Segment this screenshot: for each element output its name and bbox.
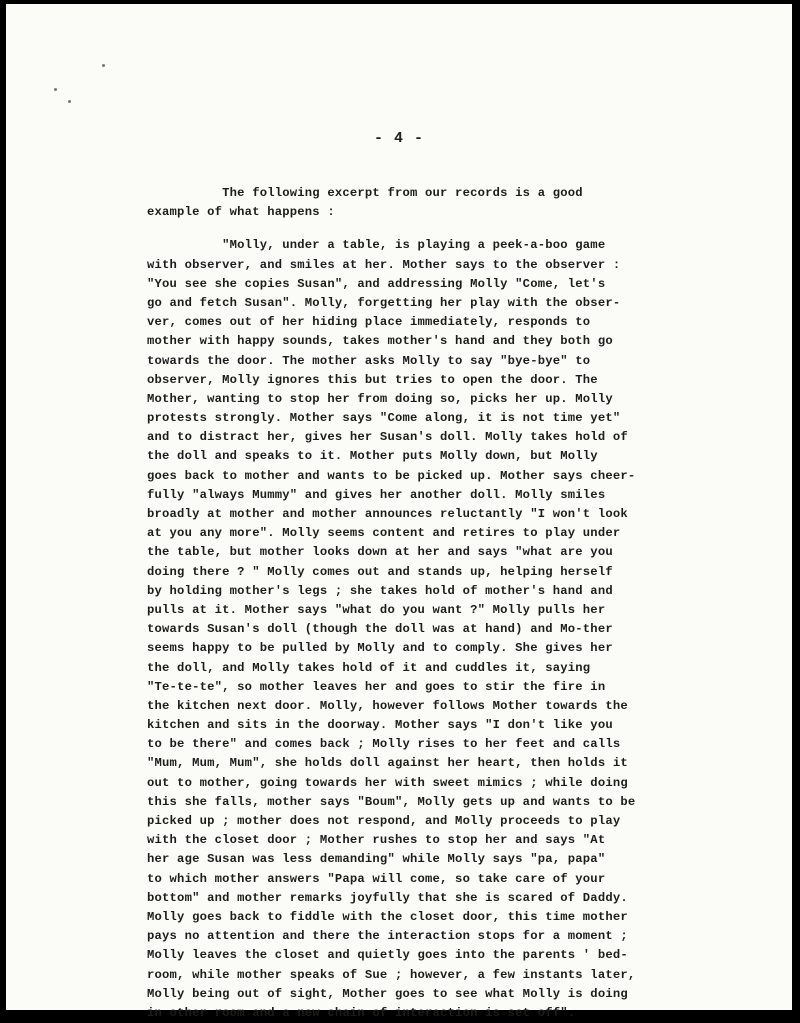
page-number: - 4 - xyxy=(373,130,424,147)
text-line: towards the door. The mother asks Molly to say "bye-bye" to xyxy=(147,353,591,368)
text-line: broadly at mother and mother announces reluctantly "I won't look xyxy=(147,507,628,521)
text-line: with the closet door ; Mother rushes to stop her and says "At xyxy=(147,833,606,848)
text-line: out to mother, going towards her with sweet mimics ; while doing xyxy=(147,775,628,790)
text-line: example of what happens : xyxy=(147,205,335,220)
text-line: ver, comes out of her hiding place immediately, responds to xyxy=(147,315,591,330)
document-page xyxy=(6,4,792,1020)
speck xyxy=(54,88,57,91)
intro-paragraph xyxy=(147,184,773,222)
text-line: The following excerpt from our records is a good xyxy=(147,186,583,200)
text-line: to which mother answers "Papa will come, so take care of your xyxy=(147,871,606,886)
text-line: and to distract her, gives her Susan's doll. Molly takes hold of xyxy=(147,430,628,445)
text-line: "Te-te-te", so mother leaves her and goes to stir the fire in xyxy=(147,679,606,694)
text-line: picked up ; mother does not respond, and Molly proceeds to play xyxy=(147,814,621,828)
text-line: kitchen and sits in the doorway. Mother says "I don't like you xyxy=(147,718,613,733)
text-line: at you any more". Molly seems content and retires to play under xyxy=(147,526,621,541)
text-line: observer, Molly ignores this but tries to open the door. The xyxy=(147,372,598,387)
text-line: Molly goes back to fiddle with the closet door, this time mother xyxy=(147,909,628,924)
text-line: the doll, and Molly takes hold of it and cuddles it, saying xyxy=(147,660,591,675)
text-line: pays no attention and there the interaction stops for a moment ; xyxy=(147,929,628,944)
text-line: this she falls, mother says "Boum", Molly gets up and wants to be xyxy=(147,794,636,809)
text-line: fully "always Mummy" and gives her another doll. Molly smiles xyxy=(147,487,606,502)
text-line: towards Susan's doll (though the doll was at hand) and Mo-ther xyxy=(147,622,613,637)
text-line: pulls at it. Mother says "what do you want ?" Molly pulls her xyxy=(147,602,606,617)
text-line: "You see she copies Susan", and addressing Molly "Come, let's xyxy=(147,276,606,291)
text-line: the kitchen next door. Molly, however follows Mother towards the xyxy=(147,698,628,713)
text-line: "Mum, Mum, Mum", she holds doll against her heart, then holds it xyxy=(147,756,628,771)
text-line: to be there" and comes back ; Molly rises to her feet and calls xyxy=(147,737,621,752)
text-line: protests strongly. Mother says "Come along, it is not time yet" xyxy=(147,411,621,426)
text-line: by holding mother's legs ; she takes hold of mother's hand and xyxy=(147,583,613,598)
text-line: go and fetch Susan". Molly, forgetting her play with the obser- xyxy=(147,295,621,310)
excerpt-paragraph xyxy=(147,236,773,1023)
text-line: Molly leaves the closet and quietly goes into the parents ' bed- xyxy=(147,948,628,963)
text-line: room, while mother speaks of Sue ; however, a few instants later, xyxy=(147,967,636,982)
text-line: seems happy to be pulled by Molly and to comply. She gives her xyxy=(147,641,613,656)
text-line: the doll and speaks to it. Mother puts Molly down, but Molly xyxy=(147,449,598,464)
text-line: Molly being out of sight, Mother goes to see what Molly is doing xyxy=(147,986,628,1001)
text-line: mother with happy sounds, takes mother's hand and they both go xyxy=(147,334,613,349)
text-line: bottom" and mother remarks joyfully that she is scared of Daddy. xyxy=(147,890,628,905)
text-line: her age Susan was less demanding" while Molly says "pa, papa" xyxy=(147,852,606,867)
text-line: "Molly, under a table, is playing a peek-a-boo game xyxy=(147,238,606,253)
text-line: in other room and a new chain of interaction is set off". xyxy=(147,1005,576,1020)
text-line: with observer, and smiles at her. Mother says to the observer : xyxy=(147,257,621,272)
text-line: goes back to mother and wants to be picked up. Mother says cheer- xyxy=(147,468,636,483)
text-line: the table, but mother looks down at her and says "what are you xyxy=(147,545,613,560)
text-line: Mother, wanting to stop her from doing so, picks her up. Molly xyxy=(147,391,613,406)
text-line: doing there ? " Molly comes out and stands up, helping herself xyxy=(147,564,613,579)
speck xyxy=(68,100,71,103)
paragraph-gap xyxy=(147,222,773,236)
speck xyxy=(102,64,105,67)
body-text xyxy=(147,184,773,1023)
